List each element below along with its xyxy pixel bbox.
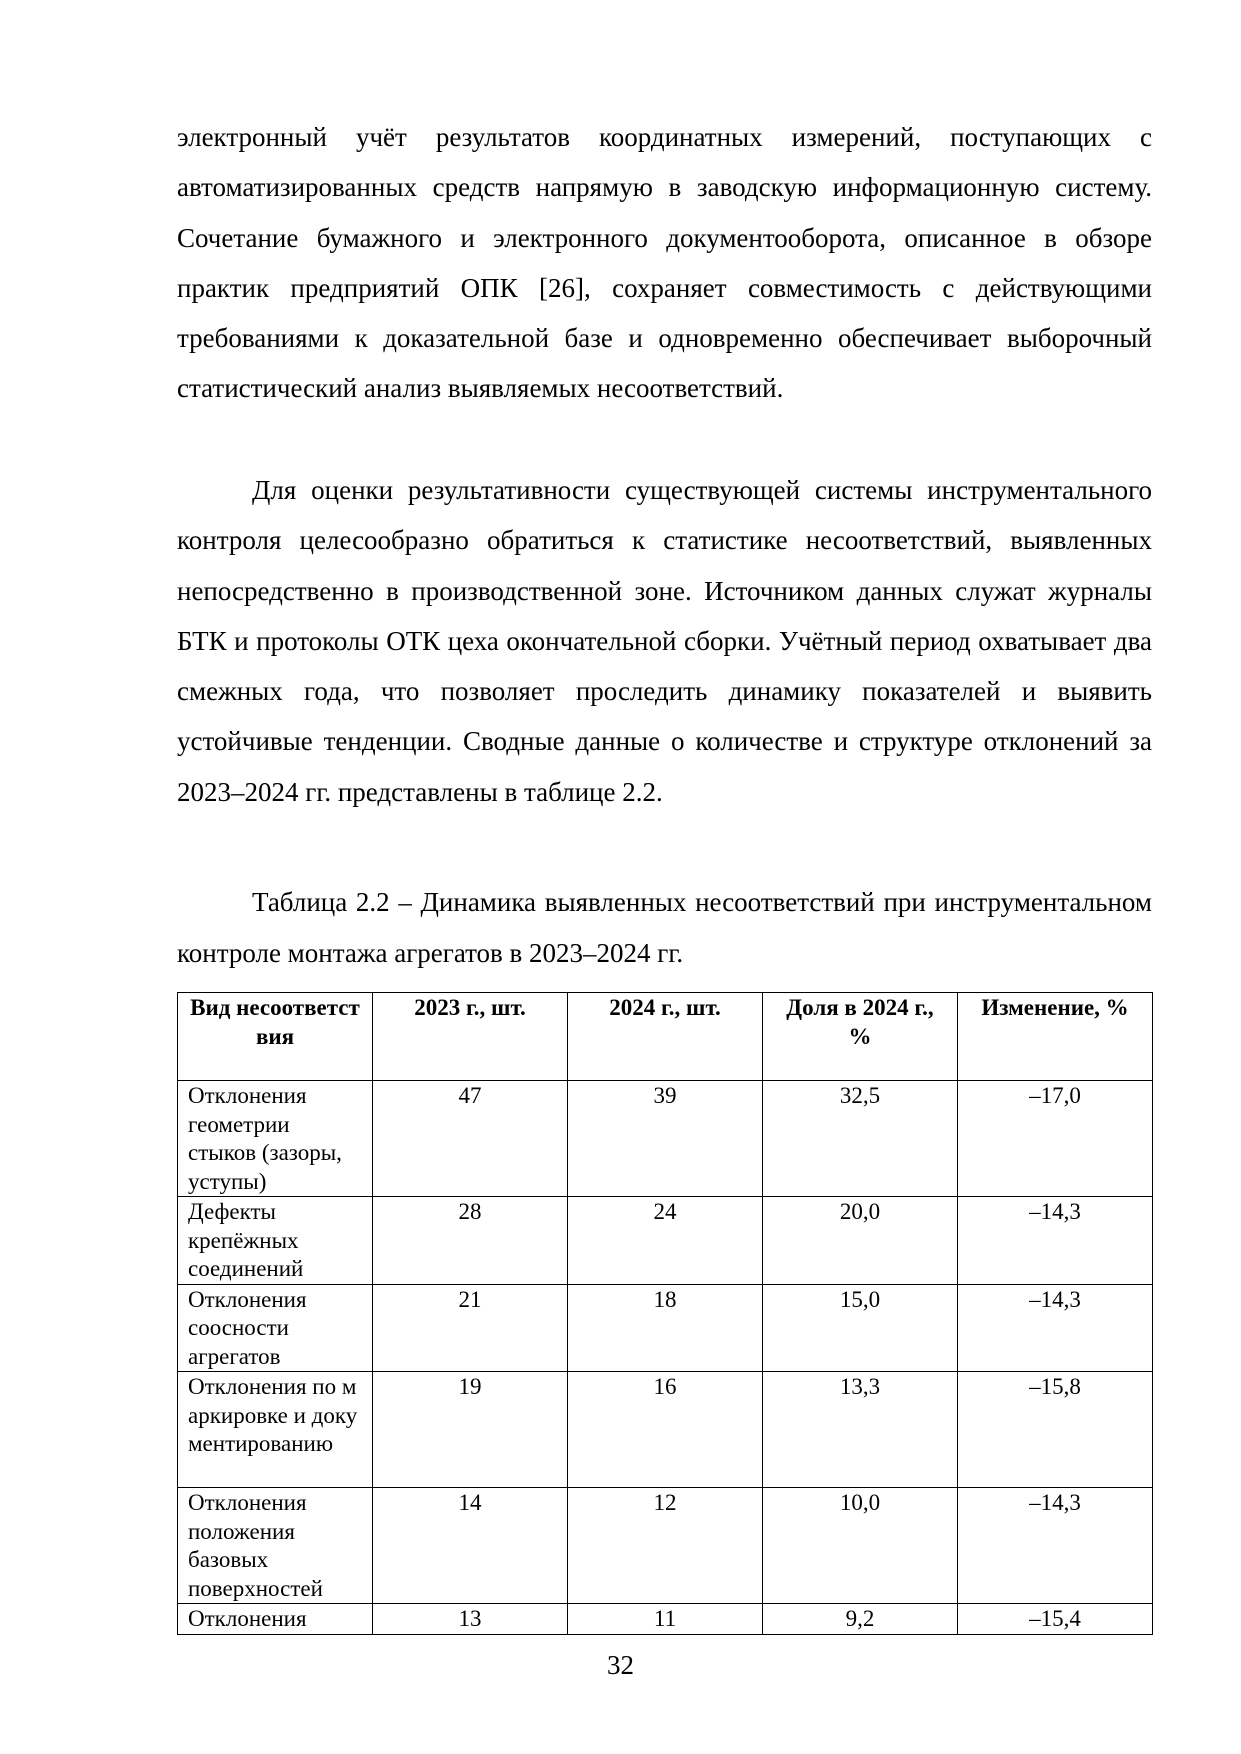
table-row — [178, 1197, 1153, 1285]
cell-change: –14,3 — [958, 1284, 1153, 1372]
cell-share: 32,5 — [763, 1081, 958, 1197]
cell-2023: 47 — [373, 1081, 568, 1197]
cell-change: –14,3 — [958, 1488, 1153, 1604]
cell-type: Дефекты крепёжных соединений — [178, 1197, 373, 1285]
cell-change: –15,8 — [958, 1372, 1153, 1488]
table-row — [178, 1604, 1153, 1635]
table-header-row — [178, 993, 1153, 1081]
cell-2023: 14 — [373, 1488, 568, 1604]
paragraph-continued: электронный учёт результатов координатных измерений, поступающих с автоматизированных средств напрямую в заводскую информационную систему. Сочетание бумажного и электронного документооборота, описанное в обзоре практик предприятий ОПК [26], сохраняет совместимость с действующими требованиями к доказательной базе и одновременно обеспечивает выборочный статистический анализ выявляемых несоответствий. — [177, 122, 1152, 404]
cell-share: 10,0 — [763, 1488, 958, 1604]
cell-type: Отклонения положения базовых поверхностей — [178, 1488, 373, 1604]
header-2023: 2023 г., шт. — [373, 993, 568, 1081]
cell-share: 15,0 — [763, 1284, 958, 1372]
table-row — [178, 1488, 1153, 1604]
cell-change: –17,0 — [958, 1081, 1153, 1197]
cell-2024: 12 — [568, 1488, 763, 1604]
cell-change: –15,4 — [958, 1604, 1153, 1635]
header-2024: 2024 г., шт. — [568, 993, 763, 1081]
cell-change: –14,3 — [958, 1197, 1153, 1285]
cell-share: 9,2 — [763, 1604, 958, 1635]
table-row — [178, 1081, 1153, 1197]
cell-share: 13,3 — [763, 1372, 958, 1488]
header-change: Изменение, % — [958, 993, 1153, 1081]
header-type: Вид несоответствия — [178, 993, 373, 1081]
cell-2024: 39 — [568, 1081, 763, 1197]
cell-type: Отклонения геометрии стыков (зазоры, уступы) — [178, 1081, 373, 1197]
cell-type: Отклонения соосности агрегатов — [178, 1284, 373, 1372]
cell-share: 20,0 — [763, 1197, 958, 1285]
cell-2024: 16 — [568, 1372, 763, 1488]
cell-type: Отклонения по маркировке и документированию — [178, 1372, 373, 1488]
header-share-2024: Доля в 2024 г., % — [763, 993, 958, 1081]
table-caption: Таблица 2.2 – Динамика выявленных несоответствий при инструментальном контроле монтажа агрегатов в 2023–2024 гг. — [177, 887, 1152, 968]
cell-2024: 11 — [568, 1604, 763, 1635]
cell-2023: 21 — [373, 1284, 568, 1372]
paragraph-data-source: Для оценки результативности существующей системы инструментального контроля целесообразно обратиться к статистике несоответствий, выявленных непосредственно в производственной зоне. Источником данных служат журналы БТК и протоколы ОТК цеха окончательной сборки. Учётный период охватывает два смежных года, что позволяет проследить динамику показателей и выявить устойчивые тенденции. Сводные данные о количестве и структуре отклонений за 2023–2024 гг. представлены в таблице 2.2. — [177, 475, 1152, 807]
table-row — [178, 1372, 1153, 1488]
cell-2023: 19 — [373, 1372, 568, 1488]
cell-2024: 24 — [568, 1197, 763, 1285]
cell-2023: 28 — [373, 1197, 568, 1285]
cell-2023: 13 — [373, 1604, 568, 1635]
page-number: 32 — [607, 1650, 634, 1680]
table-row — [178, 1284, 1153, 1372]
cell-2024: 18 — [568, 1284, 763, 1372]
nonconformity-table — [177, 992, 1153, 1635]
cell-type: Отклонения — [178, 1604, 373, 1635]
